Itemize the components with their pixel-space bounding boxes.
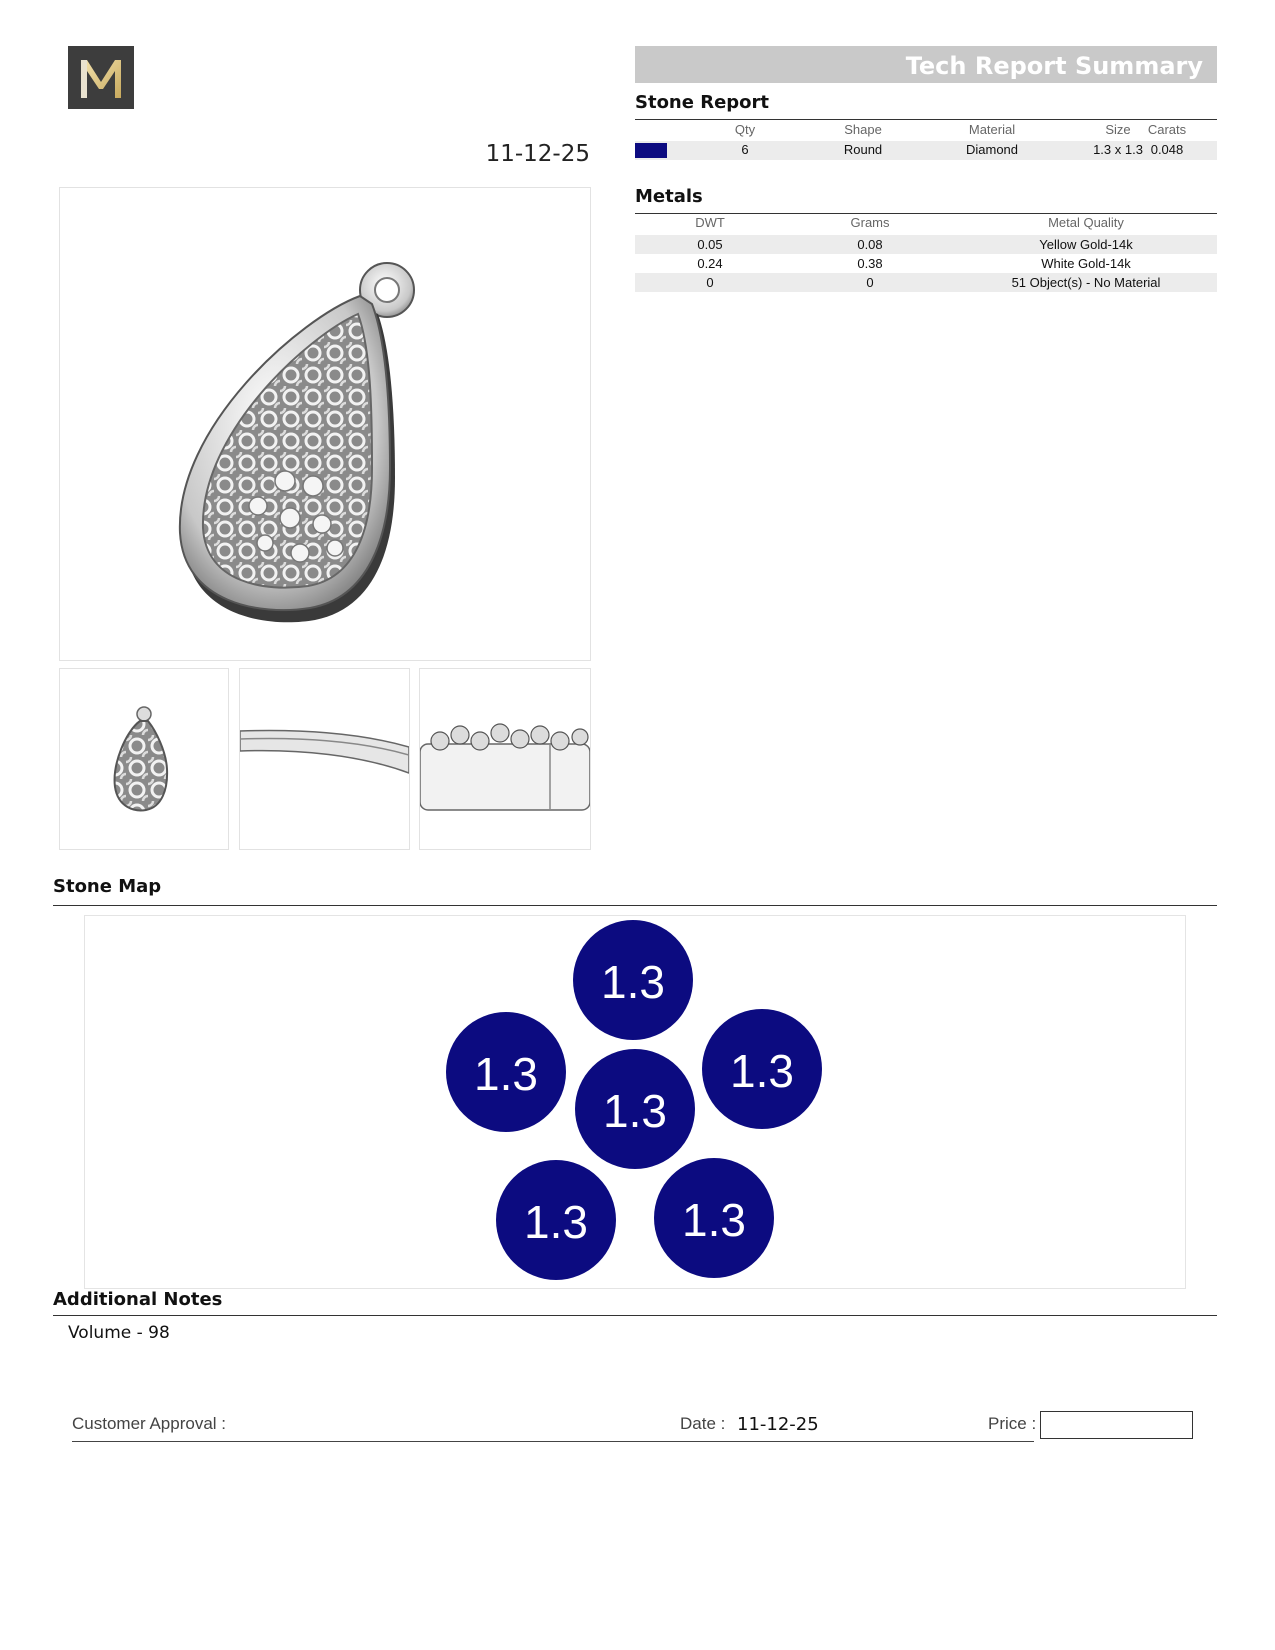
svg-text:1.3: 1.3 [601,956,665,1008]
thumbnail-side-view[interactable] [239,668,410,850]
col-metal-quality: Metal Quality [1048,215,1124,230]
customer-approval-label: Customer Approval : [72,1414,227,1433]
pendant-front-thumb [60,669,228,849]
stone-report-heading: Stone Report [635,92,770,113]
col-size: Size [1105,122,1131,137]
svg-text:1.3: 1.3 [682,1194,746,1246]
stone-report-rule [635,119,1217,120]
pendant-side-thumb [240,669,409,849]
thumbnail-top-view[interactable] [419,668,591,850]
stone-size: 1.3 x 1.3 [1093,142,1143,157]
svg-text:1.3: 1.3 [730,1045,794,1097]
col-shape: Shape [844,122,882,137]
stone-map-heading: Stone Map [53,876,162,897]
price-label: Price : [988,1414,1037,1433]
teardrop-pendant-render [60,188,590,660]
stone-map-panel [84,915,1186,1289]
metal-dwt: 0.05 [697,237,723,252]
col-qty: Qty [734,122,756,137]
table-row [635,254,1217,273]
stone-marker [575,1049,695,1169]
report-title: Tech Report Summary [635,46,1217,83]
col-dwt: DWT [695,215,725,230]
stone-map-rule [53,905,1217,906]
col-carats: Carats [1147,122,1187,137]
stone-report-header-row [635,122,1217,140]
notes-volume-text: Volume - 98 [68,1323,170,1343]
metal-quality: Yellow Gold-14k [1039,237,1133,252]
stone-carats: 0.048 [1150,142,1184,157]
col-material: Material [968,122,1016,137]
svg-text:1.3: 1.3 [524,1196,588,1248]
metals-heading: Metals [635,186,703,207]
stone-marker [654,1158,774,1278]
metal-grams: 0 [866,275,874,290]
metal-dwt: 0 [706,275,714,290]
col-grams: Grams [850,215,890,230]
stone-material: Diamond [965,142,1019,157]
company-logo [68,46,134,109]
metal-quality: White Gold-14k [1041,256,1131,271]
customer-approval-signature-line[interactable] [72,1441,1034,1442]
approval-date-label: Date : [680,1414,726,1433]
svg-text:1.3: 1.3 [474,1048,538,1100]
thumbnail-front-view[interactable] [59,668,229,850]
stone-color-swatch [635,143,667,158]
report-date: 11-12-25 [485,141,590,167]
metal-dwt: 0.24 [697,256,723,271]
stone-shape: Round [843,142,883,157]
additional-notes-heading: Additional Notes [53,1289,223,1310]
stone-qty: 6 [741,142,749,157]
metals-header-row [635,215,1217,233]
table-row [635,141,1217,160]
main-render-image [59,187,591,661]
metal-grams: 0.08 [857,237,883,252]
metals-rule [635,213,1217,214]
metal-grams: 0.38 [857,256,883,271]
stone-marker [446,1012,566,1132]
table-row [635,273,1217,292]
table-row [635,235,1217,254]
stone-marker [702,1009,822,1129]
metal-quality: 51 Object(s) - No Material [1011,275,1161,290]
additional-notes-rule [53,1315,1217,1316]
stone-marker [496,1160,616,1280]
stone-marker [573,920,693,1040]
stone-map-diagram [85,916,1185,1288]
pendant-top-thumb [420,669,590,849]
approval-date-value: 11-12-25 [737,1414,819,1435]
svg-text:1.3: 1.3 [603,1085,667,1137]
price-input-box[interactable] [1040,1411,1193,1439]
logo-m-icon [76,56,126,100]
